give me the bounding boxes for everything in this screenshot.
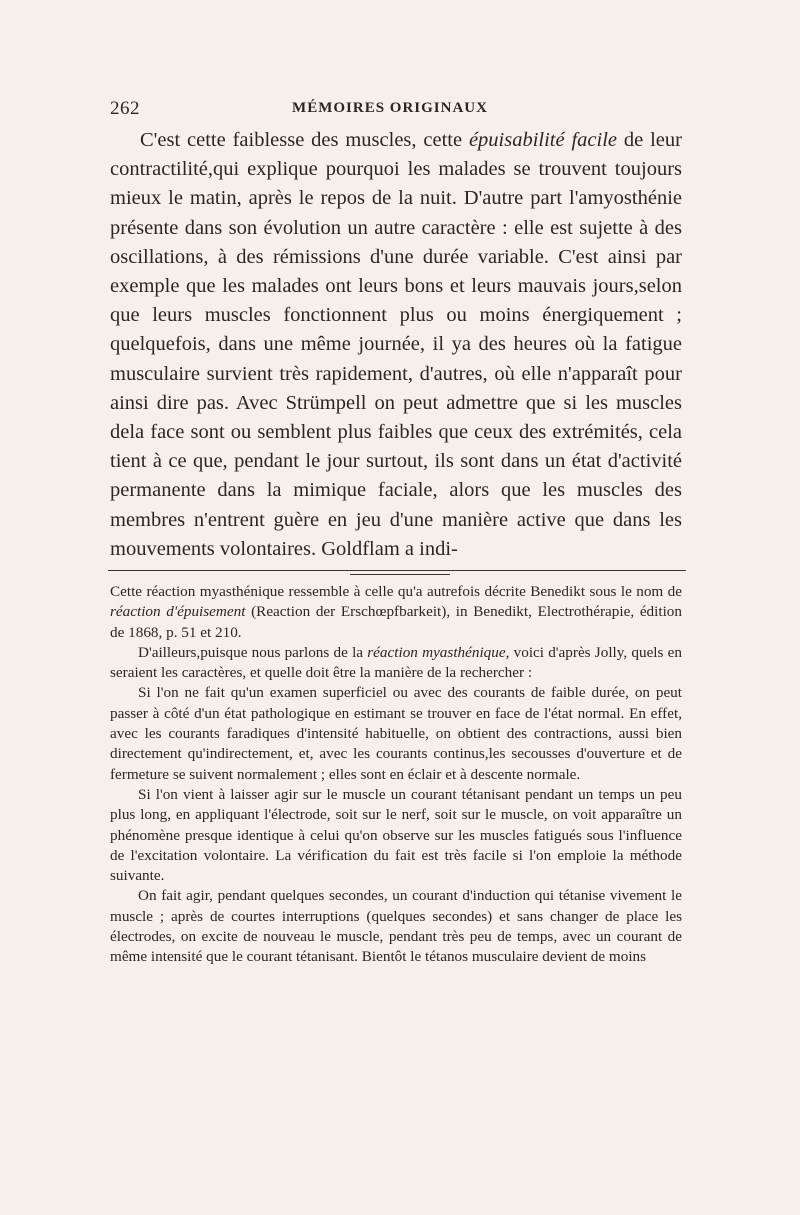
running-title: MÉMOIRES ORIGINAUX [292,100,488,116]
page-number: 262 [110,98,140,119]
footnote-1-text-b: (Reaction der Erschœpfbarkeit), in Benedikt, Electrothérapie, édition de 1868, p. 51 et 210. [110,603,682,641]
footnote-separator-short [350,574,450,575]
footnote-paragraph-1 [110,582,682,643]
main-text-part2: de leur contractilité,qui explique pourquoi les malades se trouvent toujours mieux le matin, après le repos de la nuit. D'autre part l'amyosthénie présente dans son évolution un autre caractère : elle est sujette à des oscillations, à des rémissions d'une durée variable. C'est ainsi par exemple que les malades ont leurs bons et leurs mauvais jours,selon que leurs muscles fonctionnent plus ou moins énergiquement ; quelquefois, dans une même journée, il ya des heures où la fatigue musculaire survient très rapidement, d'autres, où elle n'apparaît pour ainsi dire pas. Avec Strümpell on peut admettre que si les muscles dela face sont ou semblent plus faibles que ceux des extrémités, cela tient à ce que, pendant le jour surtout, ils sont dans un état d'activité permanente dans la mimique faciale, alors que les muscles des membres n'entrent guère en jeu d'une manière active que dans les mouvements volontaires. Goldflam a indi- [110,129,682,560]
footnote-paragraph-5: On fait agir, pendant quelques secondes, un courant d'induction qui tétanise vivement le muscle ; après de courtes interruptions (quelques secondes) et sans changer de place les électrodes, on excite de nouveau le muscle, pendant très peu de temps, avec un courant de même intensité que le courant tétanisant. Bientôt le tétanos musculaire devient de moins [110,887,682,966]
footnote-separator [108,570,686,571]
footnote-2-italic: réaction myasthénique [367,643,506,661]
footnote-1-italic: réaction d'épuisement [110,603,246,621]
footnote-1-text-a: Cette réaction myasthénique ressemble à celle qu'a autrefois décrite Benedikt sous le nom de [110,583,682,600]
main-paragraph [110,126,682,564]
page-header [110,98,670,122]
main-italic-phrase: épuisabilité facile [468,129,618,151]
footnotes [110,582,682,968]
main-text-part1: C'est cette faiblesse des muscles, cette [140,129,469,151]
footnote-paragraph-3: Si l'on ne fait qu'un examen superficiel ou avec des courants de faible durée, on peut passer à côté d'un état pathologique en estimant se trouver en face de l'état normal. En effet, avec les courants faradiques d'intensité habituelle, on obtient des contractions, aussi bien directement qu'indirectement, et, avec les courants continus,les secousses d'ouverture et de fermeture se suivent normalement ; elles sont en éclair et à descente normale. [110,684,682,783]
footnote-2-text-b: , voici d'après Jolly, quels en seraient les caractères, et quelle doit être la manière de la rechercher : [110,643,682,682]
footnote-paragraph-4: Si l'on vient à laisser agir sur le muscle un courant tétanisant pendant un temps un peu plus long, en appliquant l'électrode, soit sur le nerf, soit sur le muscle, on voit apparaître un phénomène presque identique à celui qu'on observe sur les muscles fatigués sous l'influence de l'excitation volontaire. La vérification du fait est très facile si l'on emploie la méthode suivante. [110,785,682,885]
footnote-paragraph-2 [110,643,682,684]
footnote-2-text-a: D'ailleurs,puisque nous parlons de la [138,643,368,661]
